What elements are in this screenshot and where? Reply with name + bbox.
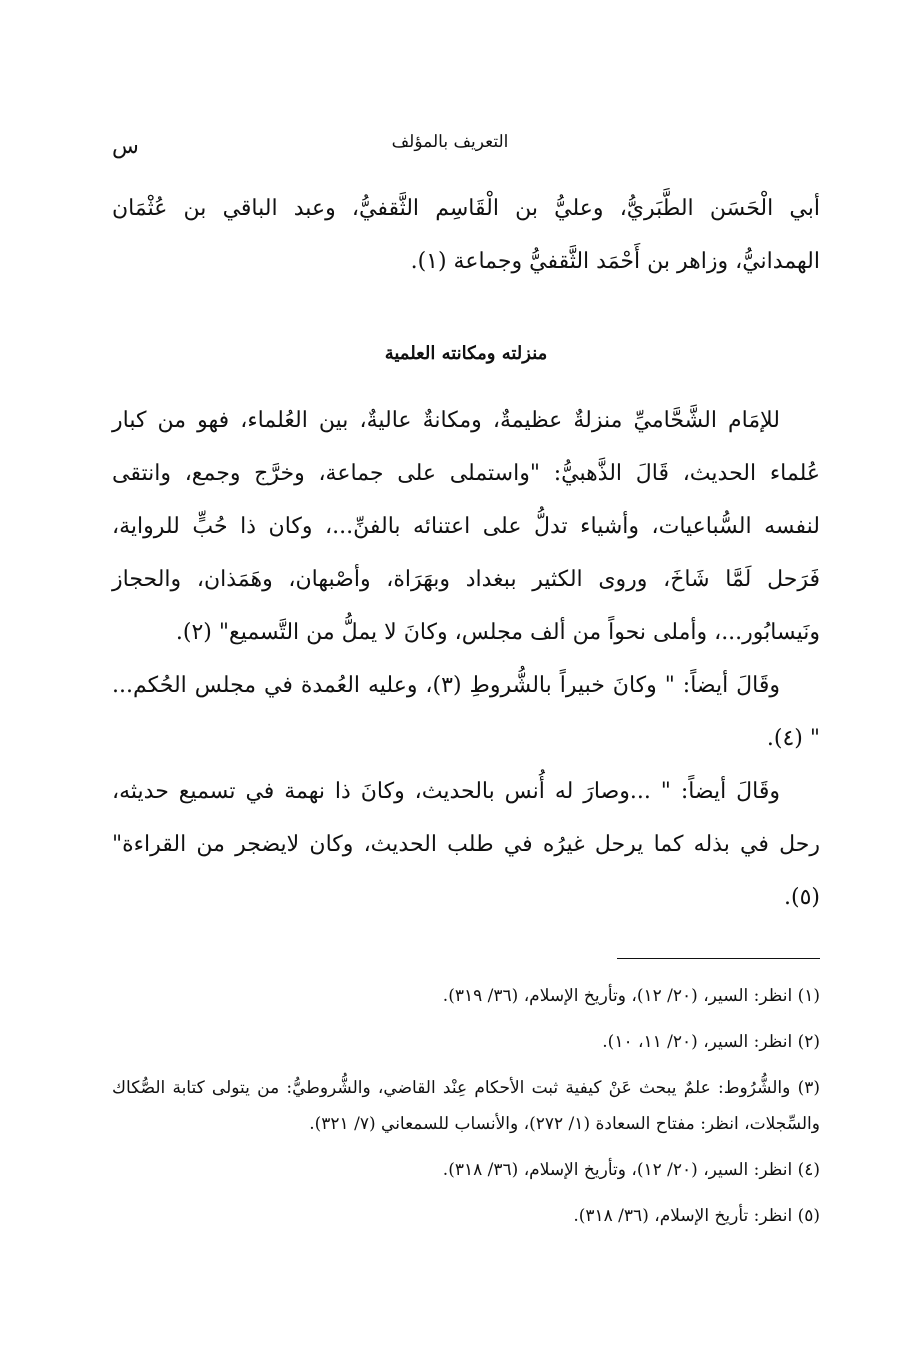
body-paragraph: للإمَام الشَّحَّاميِّ منزلةٌ عظيمةٌ، ومكانةٌ عاليةٌ، بين العُلماء، فهو من كبار عُلماء الحديث، قَالَ الذَّهبيُّ: "واستملى على جماعة، وخرَّج وجمع، وانتقى لنفسه السُّباعيات، وأشياء تدلُّ على اعتنائه بالفنِّ...، وكان ذا حُبٍّ للرواية، فَرَحل لَمَّا شَاخَ، وروى الكثير ببغداد وبهَرَاة، وأصْبهان، وهَمَذان، والحجاز ونَيسابُور...، وأملى نحواً من ألف مجلس، وكانَ لا يملُّ من التَّسميع" (٢). <box>112 408 820 645</box>
section-heading: منزلته ومكانته العلمية <box>384 343 548 364</box>
running-header-title: التعريف بالمؤلف <box>391 132 509 152</box>
page-number: س <box>112 134 139 159</box>
footnote: (٢) انظر: السير، (٢٠/ ١١، ١٠). <box>602 1032 820 1052</box>
section-body <box>112 394 820 924</box>
footnote: (٥) انظر: تأريخ الإسلام، (٣٦/ ٣١٨). <box>573 1206 820 1226</box>
footnote: (٤) انظر: السير، (٢٠/ ١٢)، وتأريخ الإسلام، (٣٦/ ٣١٨). <box>442 1160 820 1180</box>
footnote: (١) انظر: السير، (٢٠/ ١٢)، وتأريخ الإسلام، (٣٦/ ٣١٩). <box>442 986 820 1006</box>
footnotes <box>112 978 820 1244</box>
footnote: (٣) والشُّرُوط: علمٌ يبحث عَنْ كيفية ثبت الأحكام عِنْد القاضي، والشُّروطيُّ: من يتولى كتابة الصُّكاك والسِّجلات، انظر: مفتاح السعادة (١/ ٢٧٢)، والأنساب للسمعاني (٧/ ٣٢١). <box>112 1078 820 1134</box>
body-paragraph: وقَالَ أيضاً: " ...وصارَ له أُنس بالحديث، وكانَ ذا نهمة في تسميع حديثه، رحل في بذله كما يرحل غيرُه في طلب الحديث، وكان لايضجر من القراءة" (٥). <box>112 779 820 910</box>
footnote-divider <box>617 958 820 959</box>
body-paragraph: وقَالَ أيضاً: " وكانَ خبيراً بالشُّروطِ (٣)، وعليه العُمدة في مجلس الحُكم... " (٤). <box>112 673 820 751</box>
intro-text <box>112 182 820 288</box>
intro-paragraph: أبي الْحَسَن الطَّبَريُّ، وعليُّ بن الْقَاسِم الثَّقفيُّ، وعبد الباقي بن عُثْمَان الهمدانيُّ، وزاهر بن أَحْمَد الثَّقفيُّ وجماعة (١). <box>112 196 820 274</box>
